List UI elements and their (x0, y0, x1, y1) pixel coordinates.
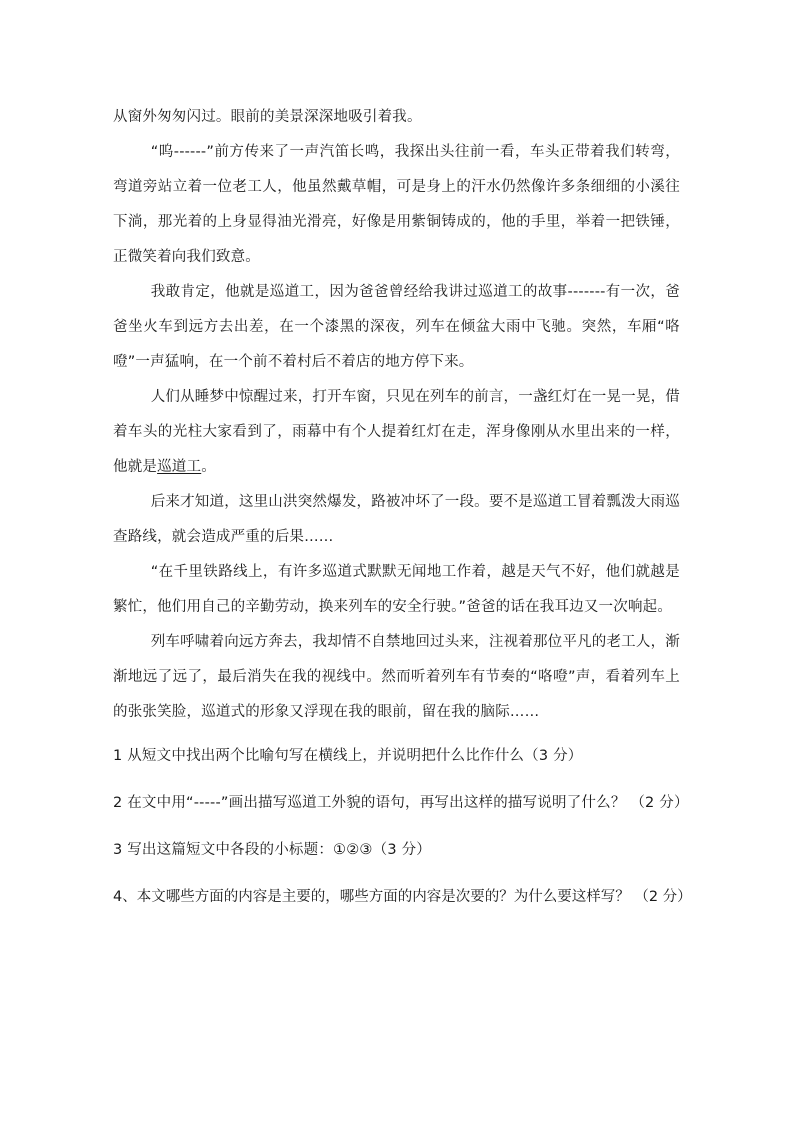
passage-paragraph-4 (113, 380, 680, 485)
question-item-1: 1 从短文中找出两个比喻句写在横线上，并说明把什么比作什么（3 分） (113, 748, 583, 764)
question-item-3: 3 写出这篇短文中各段的小标题：①②③（3 分） (113, 842, 431, 858)
passage-paragraph-1: 从窗外匆匆闪过。眼前的美景深深地吸引着我。 (113, 109, 422, 125)
question-list (113, 740, 692, 914)
passage-paragraph-5: 后来才知道，这里山洪突然爆发，路被冲坏了一段。要不是巡道工冒着瓢泼大雨巡查路线，就会造成严重的后果…… (113, 494, 680, 545)
passage-paragraph-2: “呜------”前方传来了一声汽笛长鸣，我探出头往前一看，车头正带着我们转弯，弯道旁站立着一位老工人，他虽然戴草帽，可是身上的汗水仍然像许多条细细的小溪往下淌，那光着的上身显得油光滑亮，好像是用紫铜铸成的，他的手里，举着一把铁锤，正微笑着向我们致意。 (113, 144, 680, 265)
question-item-2: 2 在文中用“-----”画出描写巡道工外貌的语句，再写出这样的描写说明了什么？ （2 分） (113, 795, 689, 811)
question-item-4: 4、本文哪些方面的内容是主要的，哪些方面的内容是次要的？为什么要这样写？ （2 分） (113, 889, 692, 905)
passage-paragraph-6: “在千里铁路线上，有许多巡道式默默无闻地工作着，越是天气不好，他们就越是繁忙，他们用自己的辛勤劳动，换来列车的安全行驶。”爸爸的话在我耳边又一次响起。 (113, 564, 680, 615)
passage-paragraph-7: 列车呼啸着向远方奔去，我却情不自禁地回过头来，注视着那位平凡的老工人，渐渐地远了远了，最后消失在我的视线中。然而听着列车有节奏的“咯噔”声，看着列车上的张张笑脸，巡道式的形象又浮现在我的眼前，留在我的脑际…… (113, 634, 680, 720)
passage-paragraph-4-text-after: 。 (201, 459, 216, 475)
passage-paragraph-4-text-before: 人们从睡梦中惊醒过来，打开车窗，只见在列车的前言，一盏红灯在一晃一晃，借着车头的光柱大家看到了，雨幕中有个人提着红灯在走，浑身像刚从水里出来的一样，他就是 (113, 389, 680, 475)
underlined-phrase-xundaogong: 巡道工 (157, 459, 202, 475)
passage-paragraph-3: 我敢肯定，他就是巡道工，因为爸爸曾经给我讲过巡道工的故事-------有一次，爸爸坐火车到远方去出差，在一个漆黑的深夜，列车在倾盆大雨中飞驰。突然，车厢“咯噔”一声猛响，在一个前不着村后不着店的地方停下来。 (113, 284, 680, 370)
document-body (113, 100, 692, 914)
